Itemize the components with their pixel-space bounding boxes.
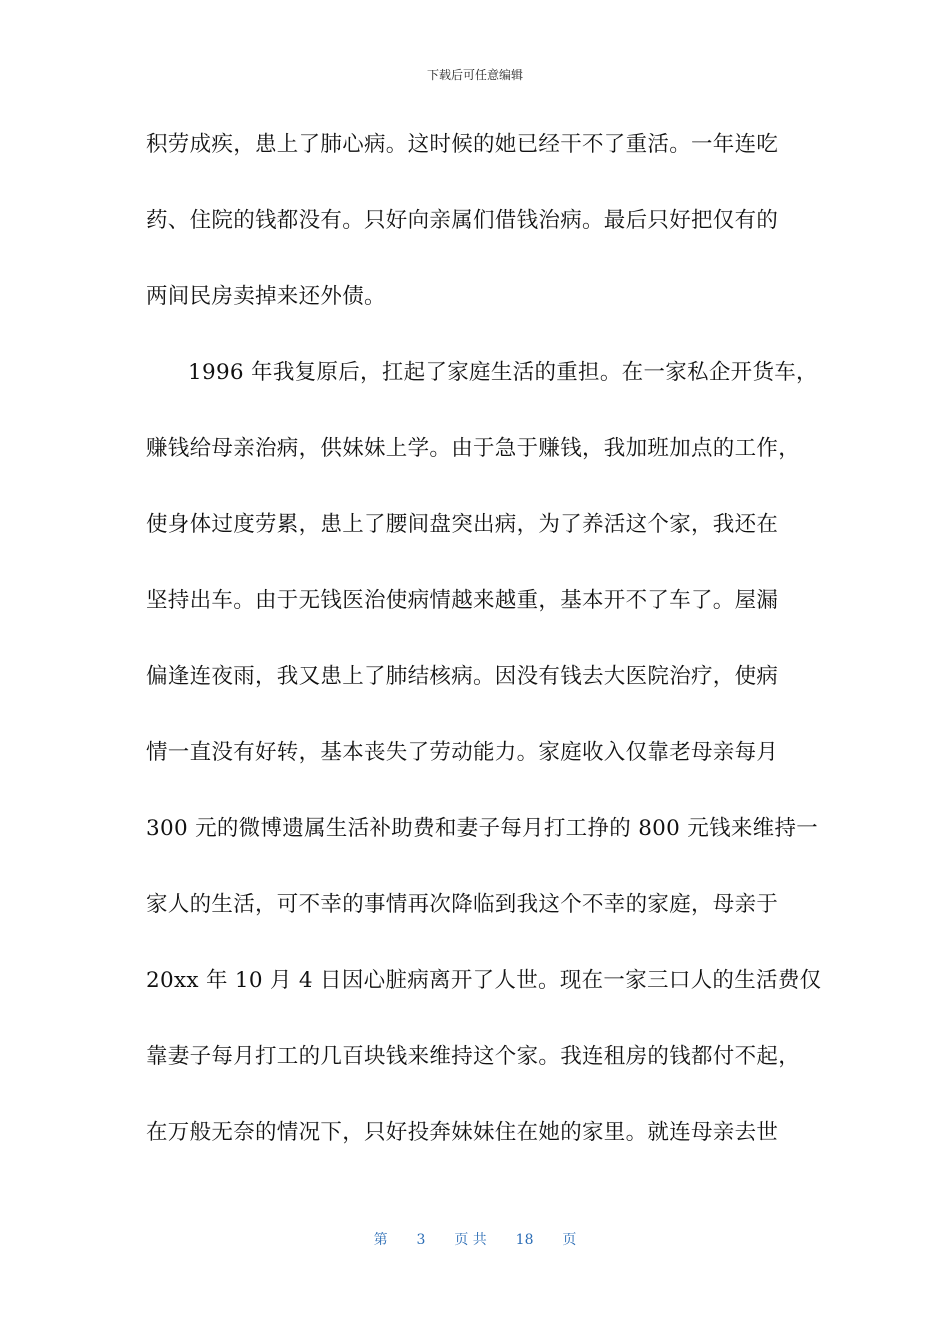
text-line: 在万般无奈的情况下，只好投奔妹妹住在她的家里。就连母亲去世 [146,1120,779,1145]
paragraph-first-line: 1996 年我复原后，扛起了家庭生活的重担。在一家私企开货车， [188,360,818,385]
header-note: 下载后可任意编辑 [426,68,523,82]
text-line: 家人的生活，可不幸的事情再次降临到我这个不幸的家庭，母亲于 [146,892,779,917]
text-line: 靠妻子每月打工的几百块钱来维持这个家。我连租房的钱都付不起， [146,1044,801,1069]
text-line: 情一直没有好转，基本丧失了劳动能力。家庭收入仅靠老母亲每月 [146,740,779,765]
text-line: 两间民房卖掉来还外债。 [146,284,386,309]
page-mid-text: 页 共 [454,1232,487,1248]
text-line: 赚钱给母亲治病，供妹妹上学。由于急于赚钱，我加班加点的工作， [146,436,801,461]
current-page-number: 3 [416,1232,426,1248]
page-suffix: 页 [562,1232,577,1248]
total-pages-number: 18 [515,1232,534,1248]
text-line: 偏逢连夜雨，我又患上了肺结核病。因没有钱去大医院治疗，使病 [146,664,779,689]
text-line: 20xx 年 10 月 4 日因心脏病离开了人世。现在一家三口人的生活费仅 [146,968,822,993]
text-line: 药、住院的钱都没有。只好向亲属们借钱治病。最后只好把仅有的 [146,208,779,233]
text-line: 300 元的微博遗属生活补助费和妻子每月打工挣的 800 元钱来维持一 [146,816,819,841]
page-prefix: 第 [373,1232,388,1248]
document-body [146,126,822,1190]
page-footer [0,1229,950,1249]
text-line: 坚持出车。由于无钱医治使病情越来越重，基本开不了车了。屋漏 [146,588,779,613]
text-line: 积劳成疾，患上了肺心病。这时候的她已经干不了重活。一年连吃 [146,132,779,157]
text-line: 使身体过度劳累，患上了腰间盘突出病，为了养活这个家，我还在 [146,512,779,537]
